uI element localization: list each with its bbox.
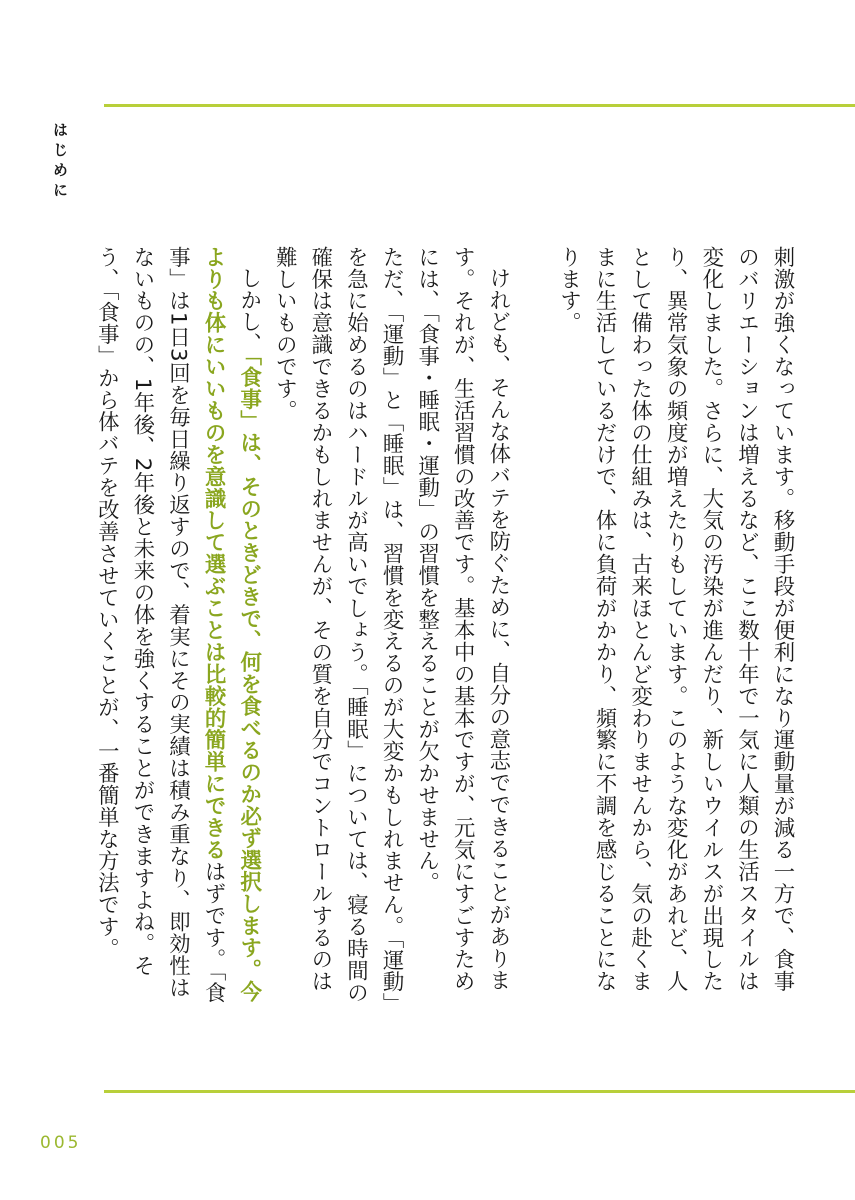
paragraph-gap [516,246,551,1006]
top-rule [104,104,855,107]
body-text [94,246,800,1006]
paragraph-4 [89,246,267,1006]
paragraph-4-lead: しかし、 [236,267,262,356]
running-head: はじめに [51,122,69,202]
paragraph-2: けれども、そんな体バテを防ぐために、自分の意志でできることがあります。それが、生活習慣の改善です。基本中の基本ですが、元気にすごすためには、「食事・睡眠・運動」の習慣を整えることが欠かせません。 [414,246,511,993]
paragraph-1: 刺激が強くなっています。移動手段が便利になり運動量が減る一方で、食事のバリエーションは増えるなど、ここ数十年で一気に人類の生活スタイルは変化しました。さらに、大気の汚染が進んだり、新しいウイルスが出現したり、異常気象の頻度が増えたりもしています。このような変化があれど、人として備わった体の仕組みは、古来ほとんど変わりませんから、気の赴くままに生活しているだけで、体に負荷がかかり、頻繁に不調を感じることになります。 [556,246,795,993]
paragraph-4-tail: はずです。「食事」は1日3回を毎日繰り返すので、着実にその実績は積み重なり、即効性はないものの、1年後、2年後と未来の体を強くすることができますよね。そう、「食事」から体バテを改善させていくことが、一番簡単な方法です。 [94,246,227,1004]
bottom-rule [104,1090,855,1093]
page-number: 005 [40,1133,82,1153]
paragraph-3: ただ、「運動」と「睡眠」は、習慣を変えるのが大変かもしれません。「運動」を急に始めるのはハードルが高いでしょう。「睡眠」については、寝る時間の確保は意識できるかもしれませんが、その質を自分でコントロールするのは難しいものです。 [272,246,405,1005]
highlighted-text: 「食事」は、そのときどきで、何を食べるのか必ず選択します。今よりも体にいいものを意識して選ぶことは比較的簡単にできる [201,246,262,1004]
